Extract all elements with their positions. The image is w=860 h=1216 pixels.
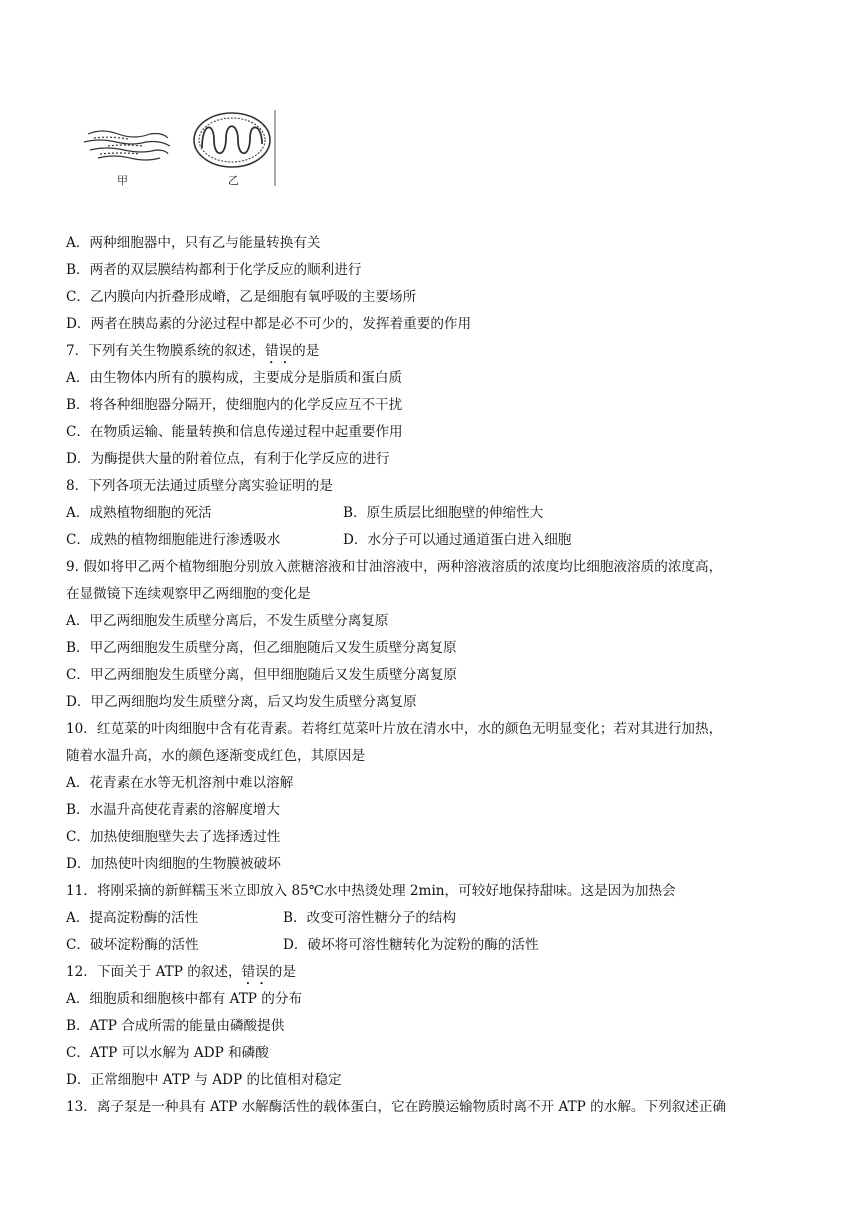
q11-option-b: B．改变可溶性糖分子的结构 <box>283 910 457 926</box>
figure-label-yi: 乙 <box>228 174 239 187</box>
q8-stem: 8．下列各项无法通过质壁分离实验证明的是 <box>66 478 333 494</box>
q7-emphasis: 错误 <box>264 343 293 359</box>
q10-option-b: B．水温升高使花青素的溶解度增大 <box>66 802 280 818</box>
chloroplast-drawing <box>84 131 170 160</box>
q10-option-a: A．花青素在水等无机溶剂中难以溶解 <box>66 775 294 791</box>
q10-stem-line1: 10．红苋菜的叶肉细胞中含有花青素。若将红苋菜叶片放在清水中，水的颜色无明显变化；若对其进行加热， <box>66 721 723 737</box>
q6-option-c: C．乙内膜向内折叠形成嵴，乙是细胞有氧呼吸的主要场所 <box>66 289 417 305</box>
organelle-figure <box>80 108 280 190</box>
figure-label-jia: 甲 <box>117 174 128 187</box>
q8-option-b: B．原生质层比细胞壁的伸缩性大 <box>343 505 544 521</box>
q11-option-c: C．破坏淀粉酶的活性 <box>66 937 199 953</box>
q10-stem-line2: 随着水温升高，水的颜色逐渐变成红色，其原因是 <box>66 748 366 764</box>
mitochondrion-drawing <box>194 113 270 167</box>
q8-option-d: D．水分子可以通过通道蛋白进入细胞 <box>343 532 572 548</box>
q8-option-a: A．成熟植物细胞的死活 <box>66 505 212 521</box>
q9-stem-line2: 在显微镜下连续观察甲乙两细胞的变化是 <box>66 586 311 602</box>
q6-option-b: B．两者的双层膜结构都利于化学反应的顺利进行 <box>66 262 362 278</box>
q12-option-d: D．正常细胞中 ATP 与 ADP 的比值相对稳定 <box>66 1072 342 1088</box>
q12-emphasis: 错误 <box>241 964 269 980</box>
organelle-diagram <box>80 108 280 190</box>
q12-option-a: A．细胞质和细胞核中都有 ATP 的分布 <box>66 991 303 1007</box>
q12-stem: 12．下面关于 ATP 的叙述，错误的是 <box>66 964 296 980</box>
q7-option-c: C．在物质运输、能量转换和信息传递过程中起重要作用 <box>66 424 403 440</box>
q9-option-a: A．甲乙两细胞发生质壁分离后，不发生质壁分离复原 <box>66 613 389 629</box>
q6-option-a: A．两种细胞器中，只有乙与能量转换有关 <box>66 235 321 251</box>
q7-option-b: B．将各种细胞器分隔开，使细胞内的化学反应互不干扰 <box>66 397 403 413</box>
q6-option-d: D．两者在胰岛素的分泌过程中都是必不可少的，发挥着重要的作用 <box>66 316 472 332</box>
q7-option-d: D．为酶提供大量的附着位点，有利于化学反应的进行 <box>66 451 390 467</box>
q11-option-d: D．破坏将可溶性糖转化为淀粉的酶的活性 <box>283 937 539 953</box>
q12-option-b: B．ATP 合成所需的能量由磷酸提供 <box>66 1018 285 1034</box>
q11-stem: 11．将刚采摘的新鲜糯玉米立即放入 85℃水中热烫处理 2min，可较好地保持甜味。这是因为加热会 <box>66 883 676 899</box>
q9-option-d: D．甲乙两细胞均发生质壁分离，后又均发生质壁分离复原 <box>66 694 417 710</box>
q11-option-a: A．提高淀粉酶的活性 <box>66 910 199 926</box>
q10-option-c: C．加热使细胞壁失去了选择透过性 <box>66 829 281 845</box>
q9-stem-line1: 9. 假如将甲乙两个植物细胞分别放入蔗糖溶液和甘油溶液中，两种溶液溶质的浓度均比细胞液溶质的浓度高， <box>66 559 723 575</box>
q12-option-c: C．ATP 可以水解为 ADP 和磷酸 <box>66 1045 269 1061</box>
q7-stem: 7．下列有关生物膜系统的叙述，错误的是 <box>66 343 320 359</box>
q10-option-d: D．加热使叶肉细胞的生物膜被破坏 <box>66 856 281 872</box>
q7-option-a: A．由生物体内所有的膜构成，主要成分是脂质和蛋白质 <box>66 370 403 386</box>
q9-option-c: C．甲乙两细胞发生质壁分离，但甲细胞随后又发生质壁分离复原 <box>66 667 458 683</box>
q9-option-b: B．甲乙两细胞发生质壁分离，但乙细胞随后又发生质壁分离复原 <box>66 640 457 656</box>
q8-option-c: C．成熟的植物细胞能进行渗透吸水 <box>66 532 281 548</box>
q13-stem: 13．离子泵是一种具有 ATP 水解酶活性的载体蛋白，它在跨膜运输物质时离不开 ATP 的水解。下列叙述正确 <box>66 1099 727 1115</box>
